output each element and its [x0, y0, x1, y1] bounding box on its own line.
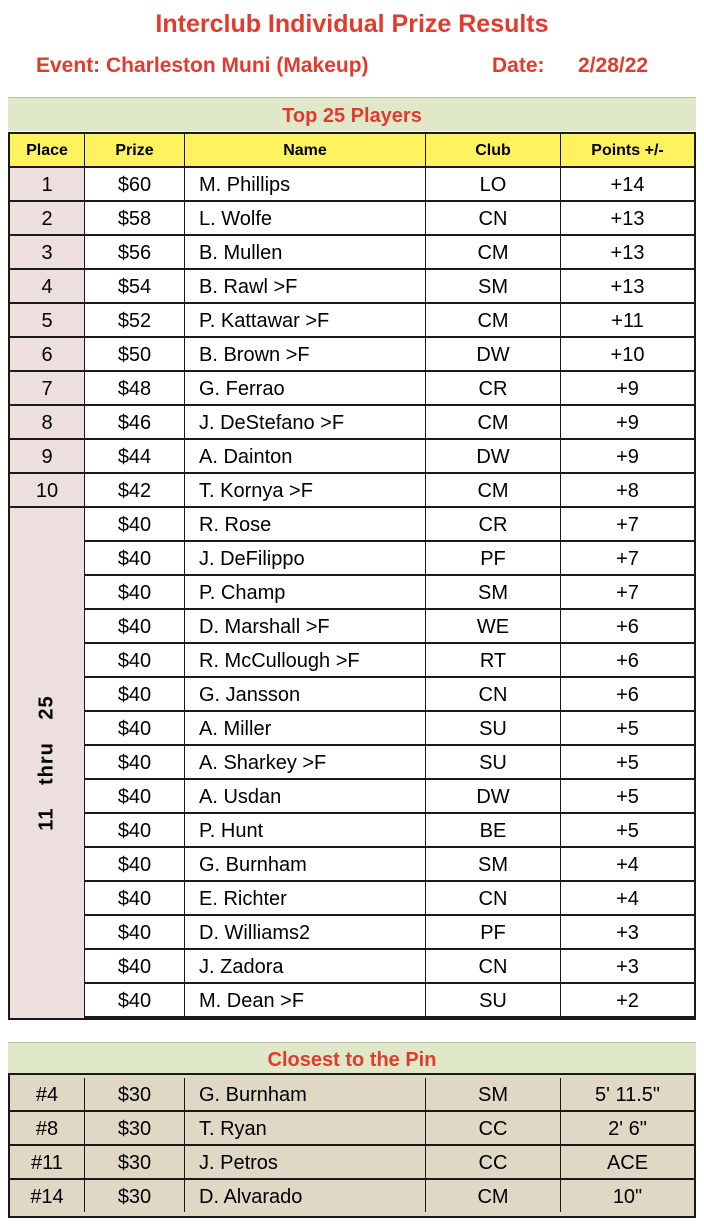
- club-cell: SU: [426, 746, 561, 780]
- name-cell: T. Ryan: [185, 1112, 426, 1146]
- prize-cell: $30: [85, 1078, 185, 1112]
- name-cell: A. Miller: [185, 712, 426, 746]
- prize-cell: $40: [85, 678, 185, 712]
- table-row: [10, 508, 694, 542]
- table-row: [10, 270, 694, 304]
- points-cell: +4: [561, 882, 694, 916]
- place-cell: 1: [10, 168, 85, 202]
- table-row: [10, 202, 694, 236]
- name-cell: A. Dainton: [185, 440, 426, 474]
- table-row: [10, 984, 694, 1018]
- place-cell: 2: [10, 202, 85, 236]
- closest-to-pin-table: [8, 1073, 696, 1218]
- prize-cell: $40: [85, 746, 185, 780]
- place-cell: 8: [10, 406, 85, 440]
- table-row: [10, 848, 694, 882]
- name-cell: P. Champ: [185, 576, 426, 610]
- place-cell: 4: [10, 270, 85, 304]
- points-cell: +5: [561, 780, 694, 814]
- name-cell: B. Rawl >F: [185, 270, 426, 304]
- table-row: [10, 168, 694, 202]
- name-cell: G. Ferrao: [185, 372, 426, 406]
- table-row: [10, 780, 694, 814]
- points-cell: +9: [561, 406, 694, 440]
- club-cell: SU: [426, 712, 561, 746]
- club-cell: CM: [426, 236, 561, 270]
- club-cell: PF: [426, 916, 561, 950]
- prize-cell: $30: [85, 1112, 185, 1146]
- points-cell: +3: [561, 916, 694, 950]
- place-cell: 5: [10, 304, 85, 338]
- name-cell: T. Kornya >F: [185, 474, 426, 508]
- column-header-name: Name: [185, 134, 426, 168]
- points-cell: +13: [561, 202, 694, 236]
- points-cell: +2: [561, 984, 694, 1018]
- prize-cell: $40: [85, 576, 185, 610]
- name-cell: R. Rose: [185, 508, 426, 542]
- prize-cell: $30: [85, 1146, 185, 1180]
- prize-cell: $58: [85, 202, 185, 236]
- name-cell: B. Brown >F: [185, 338, 426, 372]
- name-cell: J. DeStefano >F: [185, 406, 426, 440]
- name-cell: D. Marshall >F: [185, 610, 426, 644]
- points-cell: +10: [561, 338, 694, 372]
- name-cell: G. Jansson: [185, 678, 426, 712]
- club-cell: CN: [426, 950, 561, 984]
- club-cell: SM: [426, 270, 561, 304]
- table-row: [10, 916, 694, 950]
- club-cell: DW: [426, 338, 561, 372]
- club-cell: RT: [426, 644, 561, 678]
- name-cell: J. Zadora: [185, 950, 426, 984]
- prize-cell: $60: [85, 168, 185, 202]
- table-row: [10, 882, 694, 916]
- prize-cell: $40: [85, 542, 185, 576]
- table-row: [10, 338, 694, 372]
- club-cell: DW: [426, 440, 561, 474]
- prize-cell: $40: [85, 780, 185, 814]
- prize-cell: $30: [85, 1180, 185, 1212]
- top-players-heading: Top 25 Players: [8, 97, 696, 131]
- club-cell: PF: [426, 542, 561, 576]
- points-cell: +7: [561, 542, 694, 576]
- merged-place-label: 11 thru 25: [35, 695, 58, 831]
- column-header-club: Club: [426, 134, 561, 168]
- prize-cell: $54: [85, 270, 185, 304]
- name-cell: M. Dean >F: [185, 984, 426, 1018]
- points-cell: +5: [561, 712, 694, 746]
- prize-cell: $52: [85, 304, 185, 338]
- prize-cell: $40: [85, 950, 185, 984]
- hole-cell: #14: [10, 1180, 85, 1212]
- name-cell: E. Richter: [185, 882, 426, 916]
- name-cell: L. Wolfe: [185, 202, 426, 236]
- club-cell: CM: [426, 304, 561, 338]
- table-row: [10, 304, 694, 338]
- club-cell: SM: [426, 848, 561, 882]
- prize-cell: $40: [85, 508, 185, 542]
- table-row: [10, 542, 694, 576]
- table-row: [10, 372, 694, 406]
- points-cell: +6: [561, 644, 694, 678]
- name-cell: A. Usdan: [185, 780, 426, 814]
- club-cell: CC: [426, 1112, 561, 1146]
- prize-cell: $40: [85, 644, 185, 678]
- table-row: [10, 1180, 694, 1214]
- table-row: [10, 474, 694, 508]
- table-row: [10, 406, 694, 440]
- club-cell: CN: [426, 678, 561, 712]
- table-row: [10, 678, 694, 712]
- distance-cell: ACE: [561, 1146, 694, 1180]
- points-cell: +5: [561, 814, 694, 848]
- points-cell: +4: [561, 848, 694, 882]
- column-header-points: Points +/-: [561, 134, 694, 168]
- points-cell: +13: [561, 236, 694, 270]
- place-cell: 10: [10, 474, 85, 508]
- prize-cell: $48: [85, 372, 185, 406]
- prize-cell: $46: [85, 406, 185, 440]
- place-cell: 9: [10, 440, 85, 474]
- club-cell: CR: [426, 372, 561, 406]
- hole-cell: #4: [10, 1078, 85, 1112]
- prize-cell: $40: [85, 814, 185, 848]
- points-cell: +8: [561, 474, 694, 508]
- points-cell: +14: [561, 168, 694, 202]
- hole-cell: #8: [10, 1112, 85, 1146]
- prize-cell: $40: [85, 848, 185, 882]
- name-cell: D. Alvarado: [185, 1180, 426, 1212]
- table-row: [10, 576, 694, 610]
- table-row: [10, 440, 694, 474]
- club-cell: WE: [426, 610, 561, 644]
- club-cell: CM: [426, 474, 561, 508]
- name-cell: R. McCullough >F: [185, 644, 426, 678]
- name-cell: P. Hunt: [185, 814, 426, 848]
- club-cell: SM: [426, 576, 561, 610]
- distance-cell: 10": [561, 1180, 694, 1212]
- club-cell: CN: [426, 882, 561, 916]
- table-row: [10, 746, 694, 780]
- place-cell: 7: [10, 372, 85, 406]
- distance-cell: 2' 6": [561, 1112, 694, 1146]
- name-cell: G. Burnham: [185, 848, 426, 882]
- club-cell: SM: [426, 1078, 561, 1112]
- closest-to-pin-heading: Closest to the Pin: [8, 1042, 696, 1074]
- name-cell: J. DeFilippo: [185, 542, 426, 576]
- club-cell: CM: [426, 406, 561, 440]
- table-row: [10, 644, 694, 678]
- distance-cell: 5' 11.5": [561, 1078, 694, 1112]
- points-cell: +5: [561, 746, 694, 780]
- points-cell: +9: [561, 372, 694, 406]
- name-cell: D. Williams2: [185, 916, 426, 950]
- name-cell: J. Petros: [185, 1146, 426, 1180]
- place-cell: 6: [10, 338, 85, 372]
- place-cell: 3: [10, 236, 85, 270]
- prize-cell: $42: [85, 474, 185, 508]
- name-cell: M. Phillips: [185, 168, 426, 202]
- table-header-row: [10, 134, 694, 168]
- points-cell: +13: [561, 270, 694, 304]
- table-row: [10, 1078, 694, 1112]
- name-cell: P. Kattawar >F: [185, 304, 426, 338]
- column-header-prize: Prize: [85, 134, 185, 168]
- club-cell: SU: [426, 984, 561, 1018]
- table-row: [10, 610, 694, 644]
- points-cell: +7: [561, 576, 694, 610]
- prize-cell: $56: [85, 236, 185, 270]
- name-cell: A. Sharkey >F: [185, 746, 426, 780]
- prize-cell: $40: [85, 882, 185, 916]
- hole-cell: #11: [10, 1146, 85, 1180]
- points-cell: +7: [561, 508, 694, 542]
- club-cell: LO: [426, 168, 561, 202]
- name-cell: G. Burnham: [185, 1078, 426, 1112]
- prize-cell: $40: [85, 984, 185, 1018]
- table-row: [10, 1112, 694, 1146]
- points-cell: +11: [561, 304, 694, 338]
- points-cell: +6: [561, 610, 694, 644]
- points-cell: +3: [561, 950, 694, 984]
- club-cell: CR: [426, 508, 561, 542]
- table-row: [10, 712, 694, 746]
- page-title: Interclub Individual Prize Results: [155, 10, 549, 38]
- points-cell: +6: [561, 678, 694, 712]
- prize-cell: $50: [85, 338, 185, 372]
- prize-cell: $40: [85, 916, 185, 950]
- prize-cell: $40: [85, 712, 185, 746]
- name-cell: B. Mullen: [185, 236, 426, 270]
- event-label: Event: Charleston Muni (Makeup): [36, 54, 369, 77]
- table-row: [10, 236, 694, 270]
- date-value: 2/28/22: [578, 54, 649, 77]
- club-cell: CC: [426, 1146, 561, 1180]
- club-cell: BE: [426, 814, 561, 848]
- club-cell: DW: [426, 780, 561, 814]
- club-cell: CM: [426, 1180, 561, 1212]
- column-header-place: Place: [10, 134, 85, 168]
- prize-cell: $44: [85, 440, 185, 474]
- date-label: Date:: [492, 54, 545, 77]
- top-players-table: [8, 132, 696, 1020]
- table-row: [10, 814, 694, 848]
- prize-cell: $40: [85, 610, 185, 644]
- points-cell: +9: [561, 440, 694, 474]
- table-row: [10, 1146, 694, 1180]
- club-cell: CN: [426, 202, 561, 236]
- table-row: [10, 950, 694, 984]
